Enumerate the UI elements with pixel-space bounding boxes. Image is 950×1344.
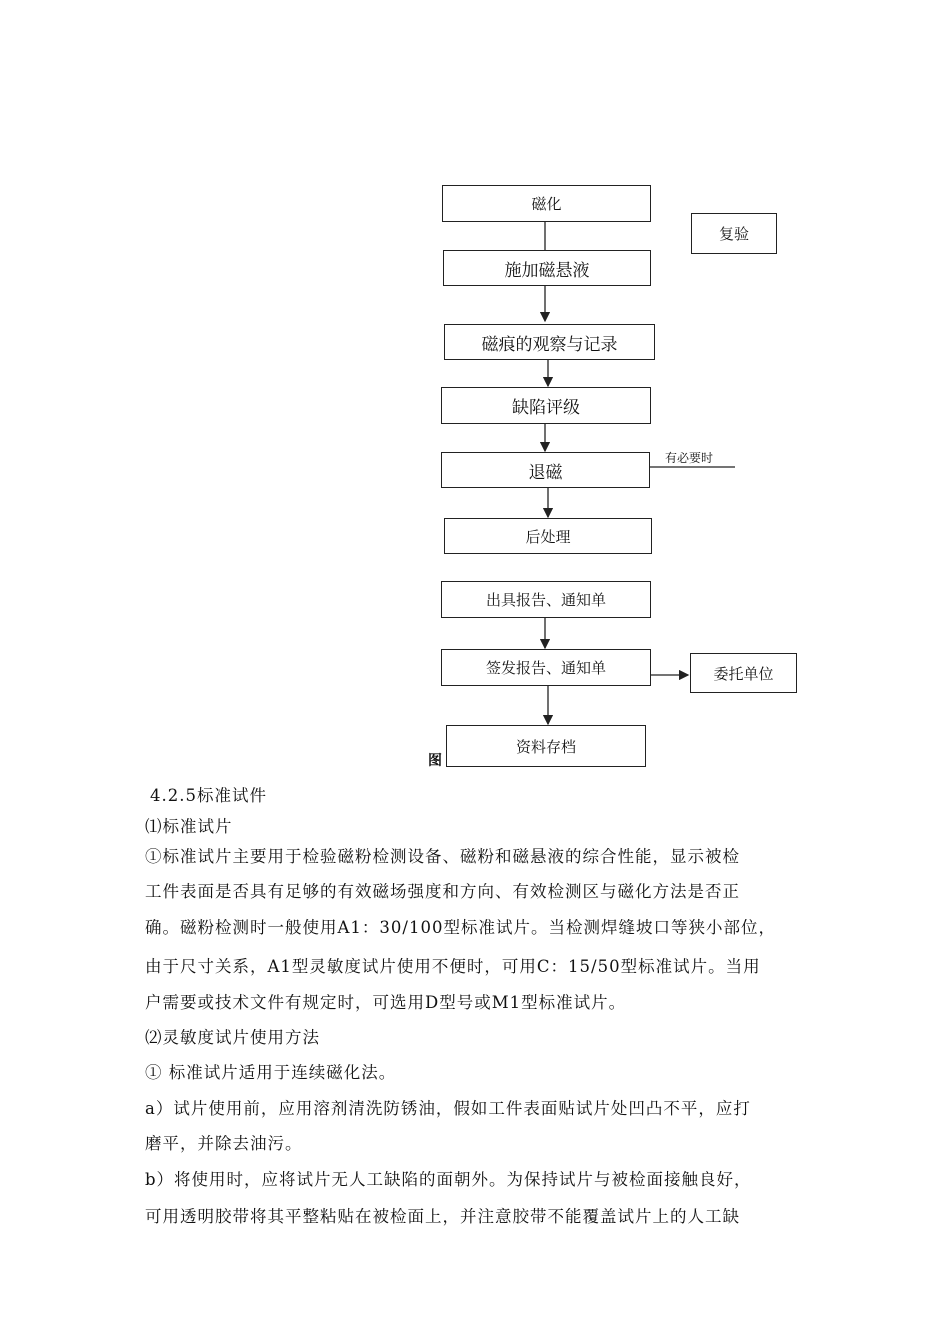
side-recheck: 复验 xyxy=(691,213,777,254)
paragraph-line: 磨平，并除去油污。 xyxy=(145,1134,303,1153)
paragraph-line: 由于尺寸关系，A1型灵敏度试片使用不便时，可用C：15/50型标准试片。当用 xyxy=(145,957,761,976)
step-archive: 资料存档 xyxy=(446,725,646,767)
paragraph-line: 工件表面是否具有足够的有效磁场强度和方向、有效检测区与磁化方法是否正 xyxy=(145,882,740,901)
paragraph-line: b）将使用时，应将试片无人工缺陷的面朝外。为保持试片与被检面接触良好， xyxy=(145,1170,752,1189)
paragraph-line: a）试片使用前，应用溶剂清洗防锈油，假如工件表面贴试片处凹凸不平，应打 xyxy=(145,1099,751,1118)
subheading-standard-piece: ⑴标准试片 xyxy=(145,817,233,836)
subheading-usage: ⑵灵敏度试片使用方法 xyxy=(145,1028,320,1047)
step-defect-grading: 缺陷评级 xyxy=(441,387,651,424)
step-issue-report: 出具报告、通知单 xyxy=(441,581,651,618)
step-sign-report: 签发报告、通知单 xyxy=(441,649,651,686)
paragraph-line: 户需要或技术文件有规定时，可选用D型号或M1型标准试片。 xyxy=(145,993,627,1012)
paragraph-line: 可用透明胶带将其平整粘贴在被检面上，并注意胶带不能覆盖试片上的人工缺 xyxy=(145,1207,740,1226)
paragraph-line: ① 标准试片适用于连续磁化法。 xyxy=(145,1063,397,1082)
step-demagnetize: 退磁 xyxy=(441,452,650,488)
section-heading: 4.2.5标准试件 xyxy=(150,786,267,805)
side-client: 委托单位 xyxy=(690,653,797,693)
paragraph-line: ①标准试片主要用于检验磁粉检测设备、磁粉和磁悬液的综合性能，显示被检 xyxy=(145,847,740,866)
step-post-treatment: 后处理 xyxy=(444,518,652,554)
paragraph-line: 确。磁粉检测时一般使用A1：30/100型标准试片。当检测焊缝坡口等狭小部位， xyxy=(145,918,776,937)
step-apply-suspension: 施加磁悬液 xyxy=(443,250,651,286)
step-magnetize: 磁化 xyxy=(442,185,651,222)
step-observe-record: 磁痕的观察与记录 xyxy=(444,324,655,360)
figure-label: 图 xyxy=(428,753,442,769)
note-if-needed: 有必要时 xyxy=(665,451,714,465)
